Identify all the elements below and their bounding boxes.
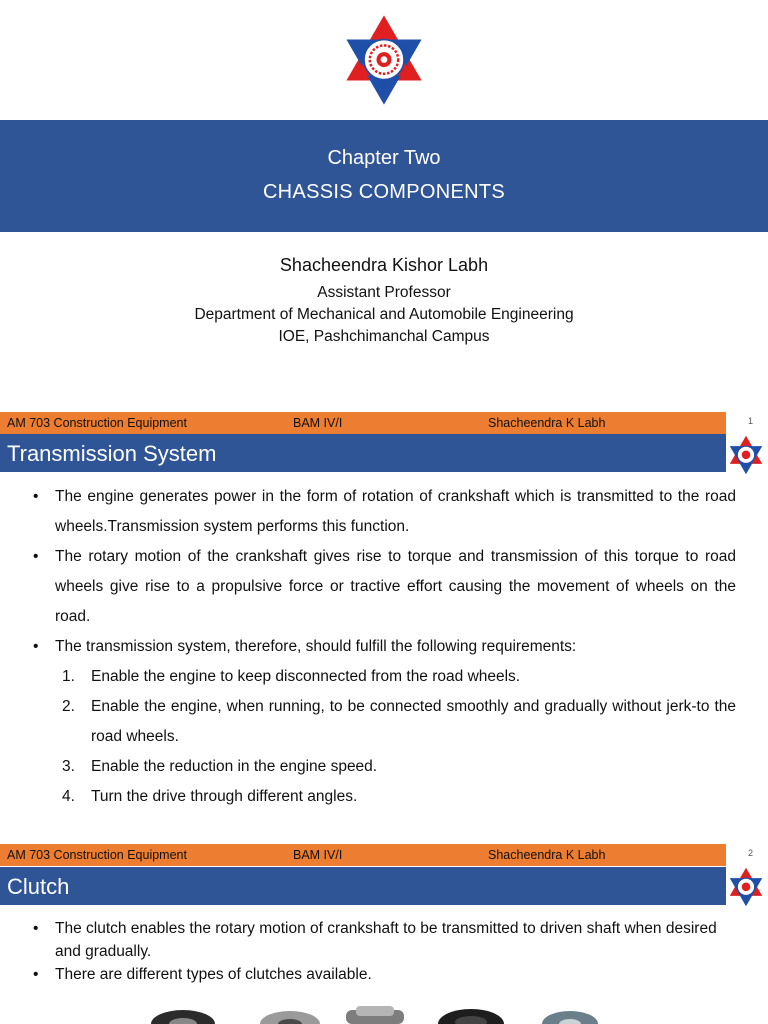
clutch-image-4 [436, 1000, 506, 1024]
bullet-item [30, 542, 736, 632]
footer-course: AM 703 Construction Equipment [7, 416, 187, 430]
transmission-slide [0, 398, 768, 822]
bullet-item [30, 482, 736, 542]
bullet-text: The engine generates power in the form of rotation of crankshaft which is transmitted to the road wheels.Transmission system performs this function. [55, 488, 736, 535]
requirement-number: 1. [62, 668, 75, 685]
ioe-small-emblem-icon [728, 866, 764, 908]
requirement-text: Turn the drive through different angles. [91, 788, 358, 805]
author-block [0, 255, 768, 348]
requirement-text: Enable the reduction in the engine speed. [91, 758, 378, 775]
ioe-small-emblem-icon [728, 434, 764, 476]
footer-semester: BAM IV/I [293, 416, 343, 430]
bullet-text: The transmission system, therefore, should fulfill the following requirements: [55, 638, 577, 655]
requirement-item [55, 692, 736, 752]
bullet-text: The clutch enables the rotary motion of crankshaft to be transmitted to driven shaft when desired and gradually. [55, 920, 717, 960]
footer-author: Shacheendra K Labh [488, 416, 606, 430]
bullet-glyph: • [33, 966, 39, 983]
clutch-image-2 [258, 1000, 322, 1024]
clutch-slide [0, 828, 768, 1024]
footer-strip [0, 412, 726, 434]
clutch-image-3 [342, 1000, 408, 1024]
footer-semester: BAM IV/I [293, 848, 343, 862]
ioe-emblem-icon [342, 12, 426, 108]
title-band [0, 120, 768, 232]
bullet-glyph: • [33, 488, 39, 505]
title-slide [0, 0, 768, 392]
clutch-bullets [30, 917, 736, 986]
footer-course: AM 703 Construction Equipment [7, 848, 187, 862]
bullet-item [30, 917, 736, 963]
bullet-item [30, 632, 736, 812]
requirement-number: 4. [62, 788, 75, 805]
clutch-images [0, 1000, 768, 1024]
section-title: Clutch [7, 874, 70, 899]
author-department: Department of Mechanical and Automobile Engineering [194, 306, 574, 323]
requirement-text: Enable the engine to keep disconnected from the road wheels. [91, 668, 521, 685]
section-title: Transmission System [7, 441, 217, 466]
requirement-item [55, 752, 736, 782]
footer-author: Shacheendra K Labh [488, 848, 606, 862]
clutch-image-5 [540, 1000, 600, 1024]
requirements-list [55, 662, 736, 812]
bullet-item [30, 963, 736, 986]
footer-strip [0, 844, 726, 866]
slide-number: 2 [747, 848, 753, 858]
transmission-bullets [30, 482, 736, 812]
bullet-glyph: • [33, 920, 39, 937]
bullet-text: The rotary motion of the crankshaft gives rise to torque and transmission of this torque to road wheels give rise to a propulsive force or tractive effort causing the movement of wheels on the road. [55, 548, 736, 625]
requirement-text: Enable the engine, when running, to be connected smoothly and gradually without jerk-to the road wheels. [91, 698, 736, 745]
author-name: Shacheendra Kishor Labh [279, 255, 489, 275]
chapter-title: CHASSIS COMPONENTS [262, 181, 506, 203]
requirement-number: 2. [62, 698, 75, 715]
clutch-image-1 [148, 1000, 218, 1024]
slide-number: 1 [747, 416, 753, 426]
requirement-item [55, 782, 736, 812]
section-header [0, 434, 726, 472]
bullet-text: There are different types of clutches available. [55, 966, 372, 983]
author-position: Assistant Professor [317, 284, 451, 301]
author-campus: IOE, Pashchimanchal Campus [278, 328, 490, 345]
requirement-item [55, 662, 736, 692]
requirement-number: 3. [62, 758, 75, 775]
chapter-label: Chapter Two [327, 147, 441, 169]
bullet-glyph: • [33, 548, 39, 565]
bullet-glyph: • [33, 638, 39, 655]
section-header [0, 867, 726, 905]
